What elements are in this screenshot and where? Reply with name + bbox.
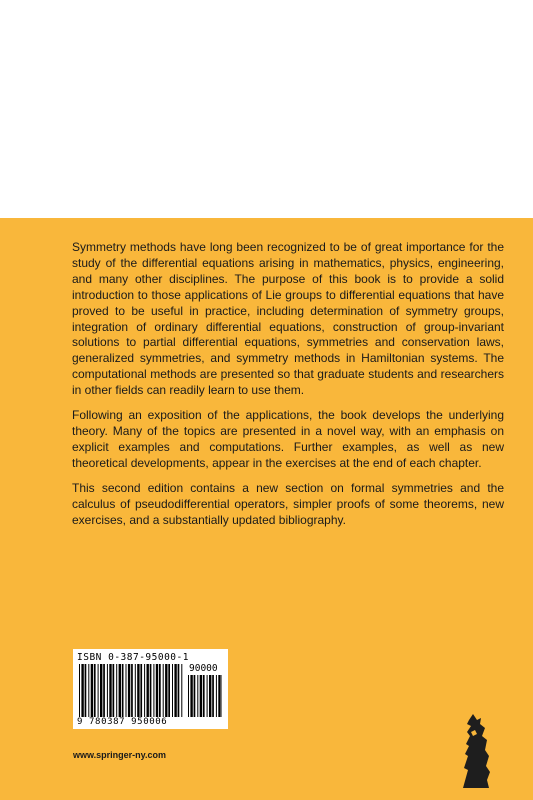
isbn-label: ISBN 0-387-95000-1 [77, 652, 189, 663]
price-code: 90000 [189, 663, 218, 674]
cover-blurb [72, 240, 504, 537]
barcode-icon [79, 664, 183, 717]
blurb-paragraph-2: Following an exposition of the applications, the book develops the underlying theory. Many of the topics are presented in a novel way, with an emphasis on explicit examples and computations. Further examples, as well as new theoretical developments, appear in the exercises at the end of each chapter. [72, 408, 504, 470]
addon-barcode-icon [188, 675, 222, 717]
blurb-paragraph-1: Symmetry methods have long been recognized to be of great importance for the study of the differential equations arising in mathematics, physics, engineering, and many other disciplines. The purpose of this book is to provide a solid introduction to those applications of Lie groups to differential equations that have proved to be useful in practice, including determination of symmetry groups, integration of ordinary differential equations, construction of group-invariant solutions to partial differential equations, symmetries and conservation laws, generalized symmetries, and symmetry methods in Hamiltonian systems. The computational methods are presented so that graduate students and researchers in other fields can readily learn to use them. [72, 240, 504, 398]
barcode-box [73, 649, 228, 729]
top-white-band [0, 0, 533, 218]
ean-number: 9 780387 950006 [77, 717, 168, 727]
springer-knight-icon [455, 710, 495, 790]
blurb-paragraph-3: This second edition contains a new section on formal symmetries and the calculus of pseudodifferential operators, simpler proofs of some theorems, new exercises, and a substantially updated bibliography. [72, 480, 504, 527]
publisher-url: www.springer-ny.com [73, 750, 167, 760]
